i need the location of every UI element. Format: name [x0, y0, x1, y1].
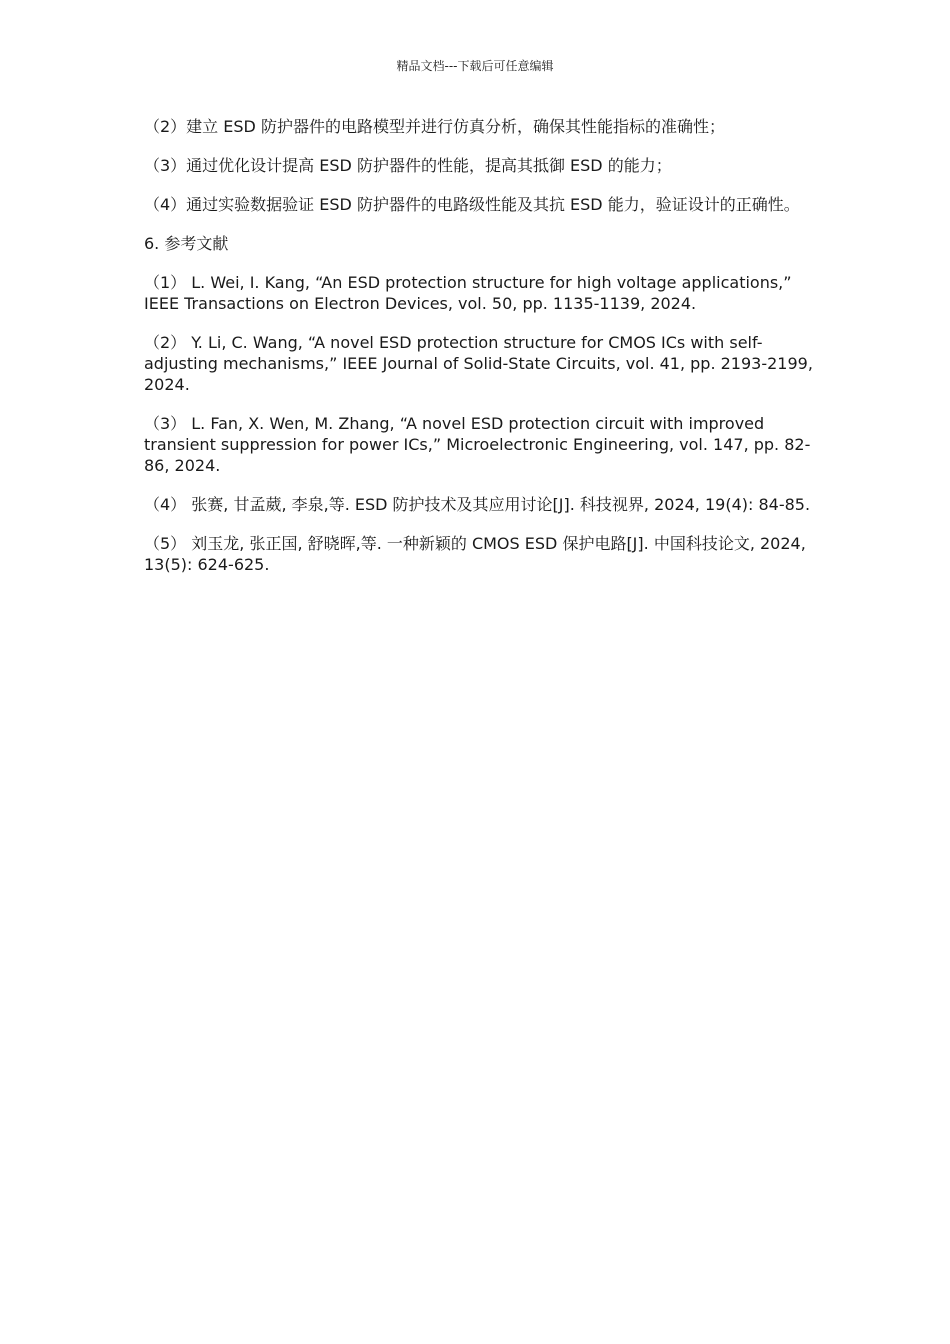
reference-item-2: （2） Y. Li, C. Wang, “A novel ESD protection structure for CMOS ICs with self-adjusting mechanisms,” IEEE Journal of Solid-State Circuits, vol. 41, pp. 2193-2199, 2024. [144, 333, 813, 394]
section-title-references: 6. 参考文献 [144, 234, 229, 253]
reference-item-1: （1） L. Wei, I. Kang, “An ESD protection structure for high voltage applications,” IEEE Transactions on Electron Devices, vol. 50, pp. 1135-1139, 2024. [144, 273, 792, 313]
page-header: 精品文档---下载后可任意编辑 [396, 59, 554, 73]
paragraph-item-3: （3）通过优化设计提高 ESD 防护器件的性能，提高其抵御 ESD 的能力； [144, 156, 672, 175]
document-body [144, 116, 814, 593]
reference-item-4: （4） 张赛, 甘孟葳, 李泉,等. ESD 防护技术及其应用讨论[J]. 科技视界, 2024, 19(4): 84-85. [144, 495, 811, 514]
reference-item-3: （3） L. Fan, X. Wen, M. Zhang, “A novel ESD protection circuit with improved transient suppression for power ICs,” Microelectronic Engineering, vol. 147, pp. 82-86, 2024. [144, 414, 811, 475]
reference-item-5: （5） 刘玉龙, 张正国, 舒晓晖,等. 一种新颖的 CMOS ESD 保护电路[J]. 中国科技论文, 2024, 13(5): 624-625. [144, 534, 806, 574]
paragraph-item-2: （2）建立 ESD 防护器件的电路模型并进行仿真分析，确保其性能指标的准确性； [144, 117, 725, 136]
paragraph-item-4: （4）通过实验数据验证 ESD 防护器件的电路级性能及其抗 ESD 能力，验证设计的正确性。 [144, 195, 800, 214]
